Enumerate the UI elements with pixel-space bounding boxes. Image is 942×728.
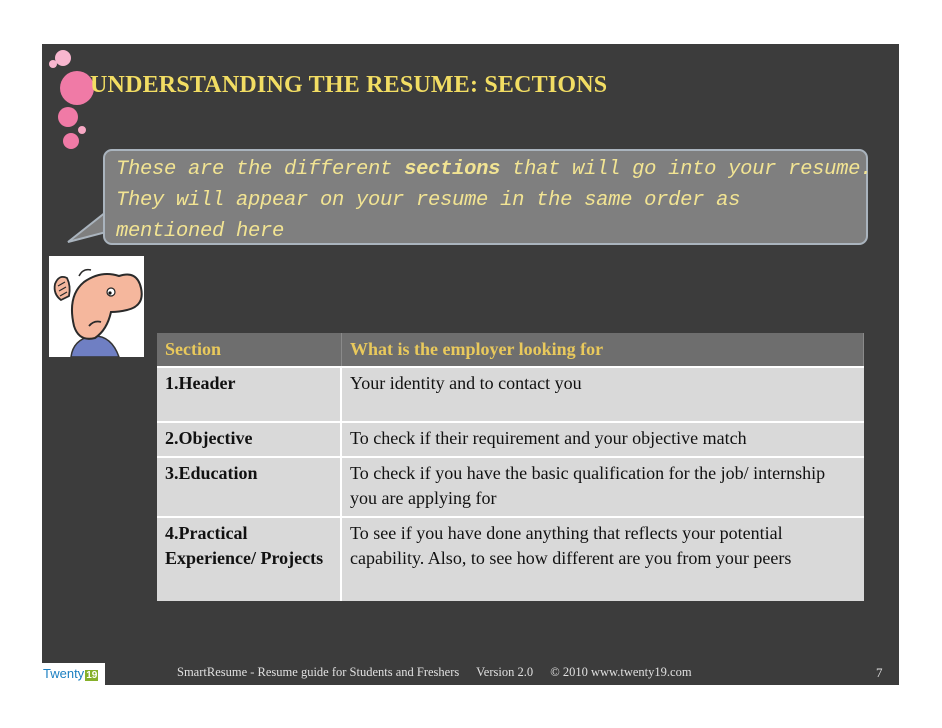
callout-emphasis: sections	[404, 158, 501, 181]
page-number: 7	[876, 665, 883, 680]
table-header-section: Section	[157, 333, 342, 366]
table-header-row	[157, 333, 864, 366]
table-header-looking-for: What is the employer looking for	[342, 333, 864, 366]
thinking-man-cartoon	[49, 256, 144, 357]
looking-for-cell: To see if you have done anything that reflects your potential capability. Also, to see how different are you from your peers	[342, 516, 864, 601]
looking-for-cell: To check if you have the basic qualification for the job/ internship you are applying for	[342, 456, 864, 516]
table-row	[157, 366, 864, 421]
section-cell: 4.Practical Experience/ Projects	[157, 516, 342, 601]
table-row	[157, 516, 864, 601]
callout-text: These are the different sections that will go into your resume. They will appear on your resume in the same order as mentioned here	[116, 158, 873, 243]
section-cell: 1.Header	[157, 366, 342, 421]
section-cell: 2.Objective	[157, 421, 342, 456]
sections-table	[157, 333, 864, 601]
twenty19-logo: Twenty 19	[41, 663, 105, 685]
slide-title: UNDERSTANDING THE RESUME: SECTIONS	[90, 72, 608, 98]
table-row	[157, 456, 864, 516]
looking-for-cell: To check if their requirement and your objective match	[342, 421, 864, 456]
footer-version: Version 2.0	[476, 665, 534, 679]
footer-text	[177, 665, 706, 680]
section-cell: 3.Education	[157, 456, 342, 516]
table-row	[157, 421, 864, 456]
footer-guide: SmartResume - Resume guide for Students and Freshers	[177, 665, 460, 679]
footer-copyright: © 2010 www.twenty19.com	[550, 665, 692, 679]
looking-for-cell: Your identity and to contact you	[342, 366, 864, 421]
